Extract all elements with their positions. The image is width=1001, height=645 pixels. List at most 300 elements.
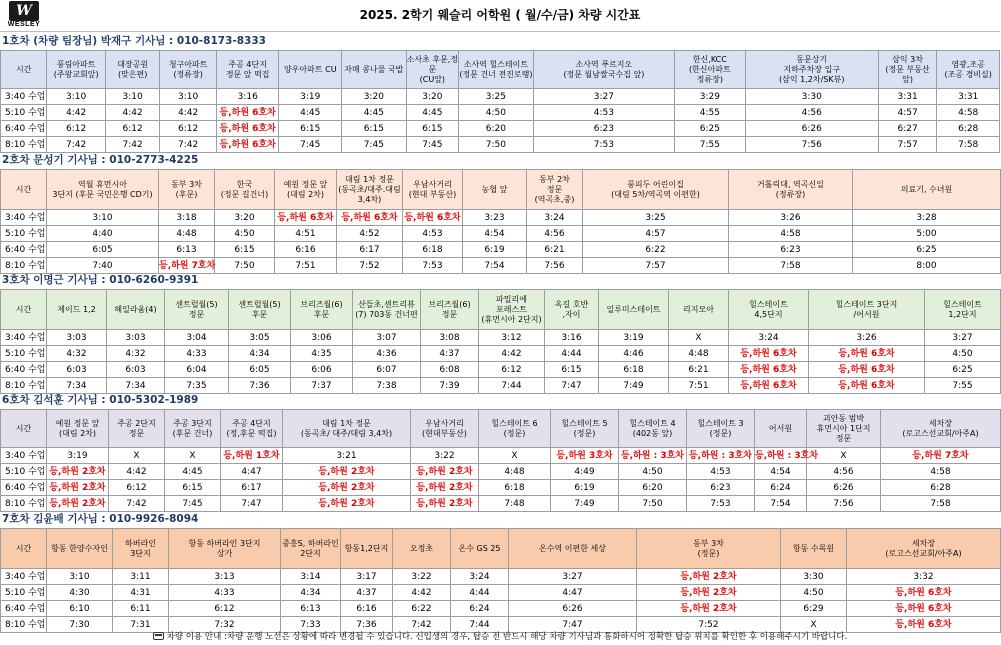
stop-column-header: 힐스테이트 1,2단지	[925, 290, 1001, 330]
pickup-time-cell: 등,하원 : 3호차	[687, 448, 755, 464]
pickup-time-cell: 6:12	[105, 121, 159, 137]
time-column-header: 시간	[1, 170, 47, 210]
pickup-time-cell: 7:56	[807, 496, 881, 512]
table-row	[1, 210, 1001, 226]
pickup-time-cell: 3:28	[853, 210, 1001, 226]
pickup-time-cell: 7:47	[509, 617, 637, 633]
pickup-time-cell: 등,하원 1호차	[221, 448, 283, 464]
table-row	[1, 89, 1000, 105]
class-time-cell: 6:40 수업	[1, 601, 47, 617]
stop-column-header: 센트럴월(5) 후문	[229, 290, 291, 330]
pickup-time-cell: 6:12	[160, 121, 217, 137]
pickup-time-cell: 6:11	[113, 601, 169, 617]
pickup-time-cell: 6:24	[755, 480, 807, 496]
pickup-time-cell: 4:34	[229, 346, 291, 362]
time-column-header: 시간	[1, 51, 47, 89]
class-time-cell: 6:40 수업	[1, 242, 47, 258]
footer-notice	[0, 629, 1000, 645]
pickup-time-cell: 7:36	[229, 378, 291, 394]
pickup-time-cell: 4:53	[403, 226, 463, 242]
stop-column-header: 세차장 (로고스선교회/아주A)	[847, 529, 1001, 569]
pickup-time-cell: 4:37	[341, 585, 393, 601]
class-time-cell: 8:10 수업	[1, 258, 47, 274]
pickup-time-cell: 7:34	[107, 378, 165, 394]
pickup-time-cell: 등,하원 6호차	[216, 121, 279, 137]
table-row	[1, 480, 1001, 496]
pickup-time-cell: 4:37	[421, 346, 479, 362]
pickup-time-cell: 3:27	[509, 569, 637, 585]
pickup-time-cell: 3:21	[283, 448, 411, 464]
time-column-header: 시간	[1, 410, 47, 448]
stop-column-header: 한국 (정문 길건너)	[215, 170, 275, 210]
pickup-time-cell: 6:15	[406, 121, 458, 137]
pickup-time-cell: 4:35	[291, 346, 353, 362]
schedule-table	[0, 169, 1001, 274]
pickup-time-cell: 7:53	[687, 496, 755, 512]
pickup-time-cell: 7:45	[342, 137, 407, 153]
table-row	[1, 464, 1001, 480]
pickup-time-cell: 등,하원 6호차	[809, 362, 925, 378]
pickup-time-cell: 7:56	[527, 258, 583, 274]
pickup-time-cell: X	[479, 448, 551, 464]
pickup-time-cell: 7:42	[109, 496, 165, 512]
table-row	[1, 362, 1001, 378]
stop-column-header: 온수역 이편한 세상	[509, 529, 637, 569]
pickup-time-cell: 3:18	[159, 210, 215, 226]
pickup-time-cell: 7:58	[937, 137, 1000, 153]
pickup-time-cell: 3:25	[459, 89, 534, 105]
pickup-time-cell: 6:16	[341, 601, 393, 617]
schedule-table	[0, 528, 1001, 633]
pickup-time-cell: 4:32	[47, 346, 107, 362]
pickup-time-cell: 4:44	[545, 346, 599, 362]
pickup-time-cell: 4:50	[925, 346, 1001, 362]
pickup-time-cell: 7:42	[47, 137, 106, 153]
pickup-time-cell: 7:55	[675, 137, 746, 153]
route-heading: 1호차 (차량 팀장님) 박재구 기사님 : 010-8173-8333	[2, 35, 266, 47]
pickup-time-cell: 4:33	[169, 585, 281, 601]
pickup-time-cell: 4:56	[807, 464, 881, 480]
pickup-time-cell: 4:42	[47, 105, 106, 121]
pickup-time-cell: 7:56	[745, 137, 878, 153]
class-time-cell: 6:40 수업	[1, 480, 47, 496]
pickup-time-cell: 7:45	[279, 137, 342, 153]
stop-column-header: 중흥S, 하버라인 2단지	[281, 529, 341, 569]
pickup-time-cell: 7:57	[583, 258, 729, 274]
pickup-time-cell: 등,하원 6호차	[847, 585, 1001, 601]
pickup-time-cell: 6:13	[159, 242, 215, 258]
stop-column-header: 대림 1차 정문 (동곡초/대주.대림 3,4차)	[337, 170, 403, 210]
pickup-time-cell: 4:33	[165, 346, 229, 362]
stop-column-header: 리지모아	[669, 290, 729, 330]
pickup-time-cell: 6:12	[47, 121, 106, 137]
class-time-cell: 5:10 수업	[1, 226, 47, 242]
pickup-time-cell: 6:27	[878, 121, 937, 137]
pickup-time-cell: 3:24	[729, 330, 809, 346]
pickup-time-cell: 등,하원 : 3호차	[755, 448, 807, 464]
route-heading: 2호차 문성기 기사님 : 010-2773-4225	[2, 154, 199, 166]
class-time-cell: 5:10 수업	[1, 585, 47, 601]
pickup-time-cell: 4:45	[165, 464, 221, 480]
pickup-time-cell: 6:26	[509, 601, 637, 617]
header-row	[1, 51, 1000, 89]
pickup-time-cell: 3:12	[479, 330, 545, 346]
pickup-time-cell: 7:35	[165, 378, 229, 394]
pickup-time-cell: 3:04	[165, 330, 229, 346]
pickup-time-cell: 7:49	[599, 378, 669, 394]
table-row	[1, 226, 1001, 242]
pickup-time-cell: 등,하원 2호차	[47, 464, 109, 480]
pickup-time-cell: 6:07	[353, 362, 421, 378]
logo-text: WESLEY	[7, 21, 41, 28]
pickup-time-cell: 6:15	[342, 121, 407, 137]
pickup-time-cell: 3:06	[291, 330, 353, 346]
pickup-time-cell: 7:51	[275, 258, 337, 274]
stop-column-header: 오정초	[393, 529, 451, 569]
pickup-time-cell: 3:20	[342, 89, 407, 105]
stop-column-header: 염광,조공 (조공 경비실)	[937, 51, 1000, 89]
pickup-time-cell: 4:54	[463, 226, 527, 242]
pickup-time-cell: 7:36	[341, 617, 393, 633]
pickup-time-cell: 4:48	[159, 226, 215, 242]
class-time-cell: 5:10 수업	[1, 105, 47, 121]
stop-column-header: 옥길 호반 ,자이	[545, 290, 599, 330]
pickup-time-cell: 3:30	[781, 569, 847, 585]
pickup-time-cell: 등,하원 2호차	[47, 496, 109, 512]
table-row	[1, 585, 1001, 601]
logo-mark: W	[9, 1, 39, 21]
pickup-time-cell: 3:10	[47, 569, 113, 585]
pickup-time-cell: 4:42	[479, 346, 545, 362]
pickup-time-cell: 3:22	[411, 448, 479, 464]
header-row	[1, 170, 1001, 210]
class-time-cell: 3:40 수업	[1, 210, 47, 226]
stop-column-header: 우남사거리 (현대 부동산)	[403, 170, 463, 210]
pickup-time-cell: 4:55	[675, 105, 746, 121]
stop-column-header: 농협 앞	[463, 170, 527, 210]
pickup-time-cell: 등,하원 7호차	[159, 258, 215, 274]
pickup-time-cell: 3:05	[229, 330, 291, 346]
pickup-time-cell: 7:49	[551, 496, 619, 512]
pickup-time-cell: 6:10	[47, 601, 113, 617]
pickup-time-cell: 4:42	[160, 105, 217, 121]
stop-column-header: 주공 2단지 정문	[109, 410, 165, 448]
pickup-time-cell: 8:00	[853, 258, 1001, 274]
pickup-time-cell: 4:50	[459, 105, 534, 121]
class-time-cell: 3:40 수업	[1, 448, 47, 464]
schedule-table	[0, 289, 1001, 394]
pickup-time-cell: 6:21	[669, 362, 729, 378]
stop-column-header: 풍피두 어린이집 (대림 5차/역곡역 이편한)	[583, 170, 729, 210]
stop-column-header: 힐스테이트 6 (정문)	[479, 410, 551, 448]
pickup-time-cell: 4:47	[221, 464, 283, 480]
table-row	[1, 496, 1001, 512]
pickup-time-cell: 3:17	[341, 569, 393, 585]
pickup-time-cell: 4:56	[527, 226, 583, 242]
pickup-time-cell: 3:10	[47, 210, 159, 226]
pickup-time-cell: 4:57	[583, 226, 729, 242]
page-title: 2025. 2학기 웨슬리 어학원 ( 월/수/금) 차량 시간표	[359, 8, 641, 22]
pickup-time-cell: 3:03	[47, 330, 107, 346]
stop-column-header: 역월 휴먼시아 3단지 (후문 국민은행 CD기)	[47, 170, 159, 210]
stop-column-header: 센트럴월(5) 정문	[165, 290, 229, 330]
pickup-time-cell: X	[807, 448, 881, 464]
pickup-time-cell: 4:52	[337, 226, 403, 242]
pickup-time-cell: 6:26	[807, 480, 881, 496]
footer-text: 차량 이용 안내 :차량 운행 노선은 상황에 따라 변경될 수 있습니다. 신입생의 경우, 탑승 전 반드시 해당 차량 기사님과 통화하시어 정확한 탑승 위치를 확인한 후 이용해주시기 바랍니다.	[166, 632, 848, 642]
pickup-time-cell: 6:25	[925, 362, 1001, 378]
pickup-time-cell: 4:58	[881, 464, 1001, 480]
class-time-cell: 3:40 수업	[1, 89, 47, 105]
pickup-time-cell: 3:24	[527, 210, 583, 226]
route-section-1	[0, 33, 1000, 153]
pickup-time-cell: 등,하원 2호차	[283, 480, 411, 496]
pickup-time-cell: 6:23	[729, 242, 853, 258]
pickup-time-cell: 4:45	[406, 105, 458, 121]
stop-column-header: 소사초 후문,정문 (CU앞)	[406, 51, 458, 89]
pickup-time-cell: 4:58	[937, 105, 1000, 121]
pickup-time-cell: 7:51	[669, 378, 729, 394]
stop-column-header: 대림 1차 정문 (동곡초/ 대주/대림 3,4차)	[283, 410, 411, 448]
pickup-time-cell: 4:53	[687, 464, 755, 480]
stop-column-header: 주공 4단지 정문 앞 떡집	[216, 51, 279, 89]
title-bar	[0, 0, 1000, 32]
stop-column-header: 자매 콩나물 국밥	[342, 51, 407, 89]
pickup-time-cell: 3:27	[533, 89, 674, 105]
stop-column-header: 청구아파트 (정류장)	[160, 51, 217, 89]
pickup-time-cell: 6:25	[853, 242, 1001, 258]
pickup-time-cell: 3:10	[105, 89, 159, 105]
pickup-time-cell: 4:45	[279, 105, 342, 121]
pickup-time-cell: X	[781, 617, 847, 633]
pickup-time-cell: 7:44	[479, 378, 545, 394]
header-row	[1, 410, 1001, 448]
stop-column-header: 삼익 3차 (정문 부동산 앞)	[878, 51, 937, 89]
bus-icon	[153, 632, 164, 640]
stop-column-header: 제이드 1,2	[47, 290, 107, 330]
class-time-cell: 8:10 수업	[1, 617, 47, 633]
stop-column-header: 항동 한양수자인	[47, 529, 113, 569]
stop-column-header: 거톨릭대, 역곡신일 (정류장)	[729, 170, 853, 210]
pickup-time-cell: 3:29	[675, 89, 746, 105]
pickup-time-cell: 3:31	[878, 89, 937, 105]
stop-column-header: 힐스테이트 3 (정문)	[687, 410, 755, 448]
route-heading: 7호차 김윤배 기사님 : 010-9926-8094	[2, 513, 199, 525]
pickup-time-cell: 4:50	[619, 464, 687, 480]
pickup-time-cell: 7:53	[403, 258, 463, 274]
pickup-time-cell: 7:50	[619, 496, 687, 512]
class-time-cell: 5:10 수업	[1, 346, 47, 362]
pickup-time-cell: 3:07	[353, 330, 421, 346]
pickup-time-cell: 4:46	[599, 346, 669, 362]
pickup-time-cell: 등,하원 2호차	[411, 480, 479, 496]
pickup-time-cell: 6:18	[403, 242, 463, 258]
pickup-time-cell: 등,하원 2호차	[411, 464, 479, 480]
pickup-time-cell: 4:56	[745, 105, 878, 121]
stop-column-header: 힐스테이트 4,5단지	[729, 290, 809, 330]
class-time-cell: 5:10 수업	[1, 464, 47, 480]
pickup-time-cell: X	[669, 330, 729, 346]
pickup-time-cell: 7:33	[281, 617, 341, 633]
class-time-cell: 3:40 수업	[1, 569, 47, 585]
pickup-time-cell: 7:34	[47, 378, 107, 394]
pickup-time-cell: 7:55	[925, 378, 1001, 394]
stop-column-header: 세차장 (로고스선교회/아주A)	[881, 410, 1001, 448]
route-section-5	[0, 511, 1000, 633]
class-time-cell: 8:10 수업	[1, 496, 47, 512]
pickup-time-cell: 3:26	[809, 330, 925, 346]
pickup-time-cell: 3:10	[47, 89, 106, 105]
pickup-time-cell: 3:13	[169, 569, 281, 585]
stop-column-header: 동부 3차 (후문)	[159, 170, 215, 210]
pickup-time-cell: 6:21	[527, 242, 583, 258]
pickup-time-cell: 등,하원 7호차	[881, 448, 1001, 464]
pickup-time-cell: 4:50	[215, 226, 275, 242]
pickup-time-cell: 3:10	[160, 89, 217, 105]
pickup-time-cell: 4:47	[509, 585, 637, 601]
route-heading: 3호차 이명근 기사님 : 010-6260-9391	[2, 274, 199, 286]
class-time-cell: 8:10 수업	[1, 378, 47, 394]
stop-column-header: 우남사거리 (현대부동산)	[411, 410, 479, 448]
route-section-2	[0, 152, 1000, 274]
pickup-time-cell: 7:45	[165, 496, 221, 512]
pickup-time-cell: 4:34	[281, 585, 341, 601]
pickup-time-cell: 6:26	[745, 121, 878, 137]
stop-column-header: 브리즈월(6) 정문	[421, 290, 479, 330]
pickup-time-cell: 6:08	[421, 362, 479, 378]
stop-column-header: 일루미스테이트	[599, 290, 669, 330]
pickup-time-cell: 7:31	[113, 617, 169, 633]
pickup-time-cell: 3:08	[421, 330, 479, 346]
pickup-time-cell: 6:12	[479, 362, 545, 378]
pickup-time-cell: 4:42	[105, 105, 159, 121]
pickup-time-cell: 7:54	[755, 496, 807, 512]
route-section-3	[0, 272, 1000, 394]
pickup-time-cell: 3:20	[215, 210, 275, 226]
pickup-time-cell: 7:48	[479, 496, 551, 512]
stop-column-header: 헤일라움(4)	[107, 290, 165, 330]
pickup-time-cell: 등,하원 3호차	[551, 448, 619, 464]
pickup-time-cell: 4:53	[533, 105, 674, 121]
stop-column-header: 동부 2차 정문 (역곡초,중)	[527, 170, 583, 210]
pickup-time-cell: 3:11	[113, 569, 169, 585]
pickup-time-cell: 6:05	[229, 362, 291, 378]
pickup-time-cell: 7:54	[463, 258, 527, 274]
pickup-time-cell: 등,하원 : 3호차	[619, 448, 687, 464]
table-row	[1, 330, 1001, 346]
pickup-time-cell: 7:53	[533, 137, 674, 153]
pickup-time-cell: 7:32	[169, 617, 281, 633]
stop-column-header: 온수 GS 25	[451, 529, 509, 569]
pickup-time-cell: 등,하원 2호차	[283, 496, 411, 512]
stop-column-header: 항동 수목원	[781, 529, 847, 569]
pickup-time-cell: 7:39	[421, 378, 479, 394]
pickup-time-cell: 7:38	[353, 378, 421, 394]
pickup-time-cell: 6:22	[393, 601, 451, 617]
pickup-time-cell: 7:58	[729, 258, 853, 274]
pickup-time-cell: 3:25	[583, 210, 729, 226]
pickup-time-cell: 3:27	[925, 330, 1001, 346]
pickup-time-cell: 6:12	[169, 601, 281, 617]
pickup-time-cell: 6:03	[47, 362, 107, 378]
pickup-time-cell: 등,하원 6호차	[337, 210, 403, 226]
time-column-header: 시간	[1, 529, 47, 569]
pickup-time-cell: 6:23	[533, 121, 674, 137]
pickup-time-cell: 6:15	[279, 121, 342, 137]
stop-column-header: 대장공원 (맞은편)	[105, 51, 159, 89]
pickup-time-cell: 6:12	[109, 480, 165, 496]
pickup-time-cell: 4:49	[551, 464, 619, 480]
pickup-time-cell: 7:45	[406, 137, 458, 153]
pickup-time-cell: 등,하원 6호차	[216, 137, 279, 153]
pickup-time-cell: 등,하원 6호차	[403, 210, 463, 226]
pickup-time-cell: 7:50	[459, 137, 534, 153]
pickup-time-cell: 3:14	[281, 569, 341, 585]
pickup-time-cell: 7:50	[215, 258, 275, 274]
pickup-time-cell: 3:19	[47, 448, 109, 464]
pickup-time-cell: 3:20	[406, 89, 458, 105]
pickup-time-cell: 등,하원 6호차	[275, 210, 337, 226]
pickup-time-cell: 3:16	[216, 89, 279, 105]
pickup-time-cell: 등,하원 6호차	[809, 346, 925, 362]
pickup-time-cell: 등,하원 2호차	[637, 585, 781, 601]
pickup-time-cell: 등,하원 6호차	[216, 105, 279, 121]
table-row	[1, 242, 1001, 258]
pickup-time-cell: 6:04	[165, 362, 229, 378]
table-row	[1, 121, 1000, 137]
route-section-4	[0, 392, 1000, 512]
pickup-time-cell: 7:42	[393, 617, 451, 633]
pickup-time-cell: 6:18	[479, 480, 551, 496]
pickup-time-cell: 7:44	[451, 617, 509, 633]
class-time-cell: 6:40 수업	[1, 362, 47, 378]
pickup-time-cell: 6:20	[619, 480, 687, 496]
pickup-time-cell: 3:32	[847, 569, 1001, 585]
pickup-time-cell: 등,하원 6호차	[729, 378, 809, 394]
pickup-time-cell: 4:45	[342, 105, 407, 121]
pickup-time-cell: 6:17	[337, 242, 403, 258]
stop-column-header: 항동1,2단지	[341, 529, 393, 569]
pickup-time-cell: 등,하원 6호차	[809, 378, 925, 394]
pickup-time-cell: 4:51	[275, 226, 337, 242]
pickup-time-cell: 6:15	[215, 242, 275, 258]
class-time-cell: 3:40 수업	[1, 330, 47, 346]
pickup-time-cell: 3:26	[729, 210, 853, 226]
pickup-time-cell: 7:37	[291, 378, 353, 394]
pickup-time-cell: 3:30	[745, 89, 878, 105]
pickup-time-cell: 4:48	[669, 346, 729, 362]
stop-column-header: 힐스테이트 4 (402동 앞)	[619, 410, 687, 448]
stop-column-header: 힐스테이트 3단지 /어서원	[809, 290, 925, 330]
pickup-time-cell: 7:47	[221, 496, 283, 512]
table-row	[1, 601, 1001, 617]
pickup-time-cell: 4:32	[107, 346, 165, 362]
pickup-time-cell: 등,하원 2호차	[411, 496, 479, 512]
schedule-table	[0, 50, 1000, 153]
pickup-time-cell: 7:52	[637, 617, 781, 633]
pickup-time-cell: 6:06	[291, 362, 353, 378]
stop-column-header: 어서원	[755, 410, 807, 448]
pickup-time-cell: 7:30	[47, 617, 113, 633]
pickup-time-cell: 6:15	[165, 480, 221, 496]
pickup-time-cell: 등,하원 2호차	[283, 464, 411, 480]
stop-column-header: 동문상기 지하주차장 입구 (삼익 1,2차/SK뷰)	[745, 51, 878, 89]
pickup-time-cell: 3:16	[545, 330, 599, 346]
pickup-time-cell: 6:19	[551, 480, 619, 496]
stop-column-header: 힐스테이트 5 (정문)	[551, 410, 619, 448]
pickup-time-cell: 3:23	[463, 210, 527, 226]
pickup-time-cell: 4:48	[479, 464, 551, 480]
